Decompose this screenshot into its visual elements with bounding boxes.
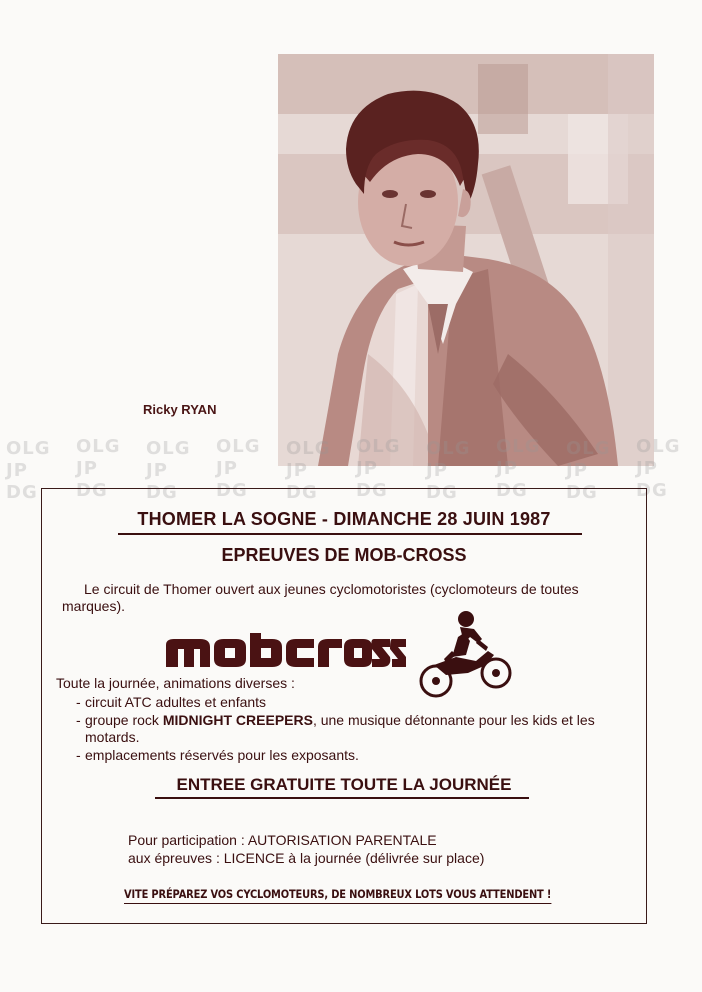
watermark-mark: OLG JP DG <box>146 438 191 503</box>
activity-item: - emplacements réservés pour les exposants. <box>76 747 636 764</box>
activities-list <box>76 694 636 764</box>
band-name: MIDNIGHT CREEPERS <box>162 712 313 728</box>
watermark-mark: OLG JP DG <box>426 438 471 503</box>
watermark-mark: OLG JP DG <box>286 438 331 503</box>
portrait-illustration <box>278 54 654 466</box>
watermark-mark: OLG JP DG <box>636 436 681 501</box>
activity-item: - circuit ATC adultes et enfants <box>76 694 636 711</box>
closing-slogan-underline <box>124 903 551 904</box>
photo-caption: Ricky RYAN <box>143 402 217 417</box>
watermark-mark: OLG JP DG <box>216 436 261 501</box>
event-title <box>42 509 646 530</box>
event-info-box <box>41 488 647 924</box>
watermark-mark: OLG JP DG <box>356 436 401 501</box>
participation-requirements <box>128 831 484 867</box>
event-subtitle: EPREUVES DE MOB-CROSS <box>221 545 467 565</box>
activities-intro: Toute la journée, animations diverses : <box>56 675 295 691</box>
event-title-text: THOMER LA SOGNE - DIMANCHE 28 JUIN 1987 <box>137 509 551 529</box>
rider-portrait-photo <box>278 54 654 466</box>
free-entry-underline <box>155 797 529 799</box>
closing-slogan: VITE PRÉPAREZ VOS CYCLOMOTEURS, DE NOMBREUX LOTS VOUS ATTENDENT ! <box>124 887 551 901</box>
event-title-underline <box>118 533 582 535</box>
motocross-rider-icon <box>416 607 516 703</box>
watermark-mark: OLG JP DG <box>6 438 51 503</box>
activity-item: - groupe rock MIDNIGHT CREEPERS, une musique détonnante pour les kids et les motards. <box>76 712 636 746</box>
participation-line: aux épreuves : LICENCE à la journée (délivrée sur place) <box>128 850 485 866</box>
watermark-mark: OLG JP DG <box>496 436 541 501</box>
participation-line: Pour participation : AUTORISATION PARENTALE <box>128 832 437 848</box>
mobcross-logo <box>166 633 406 671</box>
event-intro-paragraph: Le circuit de Thomer ouvert aux jeunes cyclomotoristes (cyclomoteurs de toutes marques). <box>62 581 579 614</box>
watermark-mark: OLG JP DG <box>566 438 611 503</box>
free-entry-heading: ENTREE GRATUITE TOUTE LA JOURNÉE <box>42 775 646 795</box>
watermark-mark: OLG JP DG <box>76 436 121 501</box>
